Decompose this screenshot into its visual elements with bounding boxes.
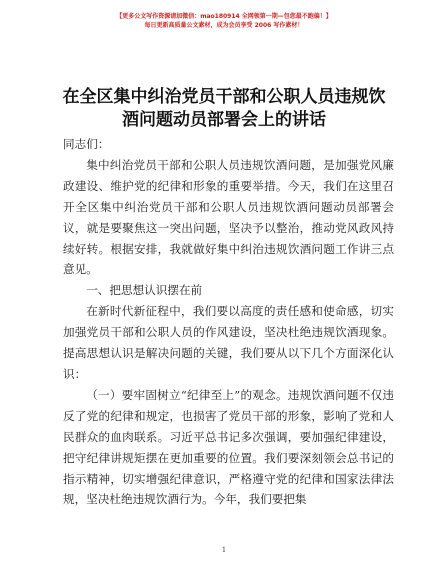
page-number: 1 xyxy=(221,546,227,554)
promo-banner-line-2: 每日更新高质量公文素材，成为会员享受 2006 写作素材！ xyxy=(144,22,304,29)
document-body xyxy=(63,134,394,510)
paragraph-point-1: （一）要牢固树立“纪律至上”的观念。违规饮酒问题不仅违反了党的纪律和规定，也损害了党员干部的形象，影响了党和人民群众的血肉联系。习近平总书记多次强调，要加强纪律建设，把守纪律讲规矩摆在更加重要的位置。我们要深刻领会总书记的指示精神，切实增强纪律意识，严格遵守党的纪律和国家法律法规，坚决杜绝违规饮酒行为。今年，我们要把集 xyxy=(63,387,394,507)
document-title: 在全区集中纠治党员干部和公职人员违规饮酒问题动员部署会上的讲话 xyxy=(62,87,386,130)
section-heading-1: 一、把思想认识摆在前 xyxy=(86,283,203,298)
paragraph-intro: 集中纠治党员干部和公职人员违规饮酒问题，是加强党风廉政建设、维护党的纪律和形象的重要举措。今天，我们在这里召开全区集中纠治党员干部和公职人员违规饮酒问题动员部署会议，就是要聚焦这一突出问题，坚决予以整治，推动党风政风持续好转。根据安排，我就做好集中纠治违规饮酒问题工作讲三点意见。 xyxy=(63,157,394,277)
promo-banner-line-1: 【更多公文写作资源请加微信：mao180914 全网领第一期—包您最不跑偏！】 xyxy=(116,13,332,20)
greeting: 同志们： xyxy=(63,137,110,151)
paragraph-section-1: 在新时代新征程中，我们要以高度的责任感和使命感，切实加强党员干部和公职人员的作风建设，坚决杜绝违规饮酒现象。提高思想认识是解决问题的关键，我们要从以下几个方面深化认识： xyxy=(63,304,394,381)
promo-banner xyxy=(0,12,448,30)
